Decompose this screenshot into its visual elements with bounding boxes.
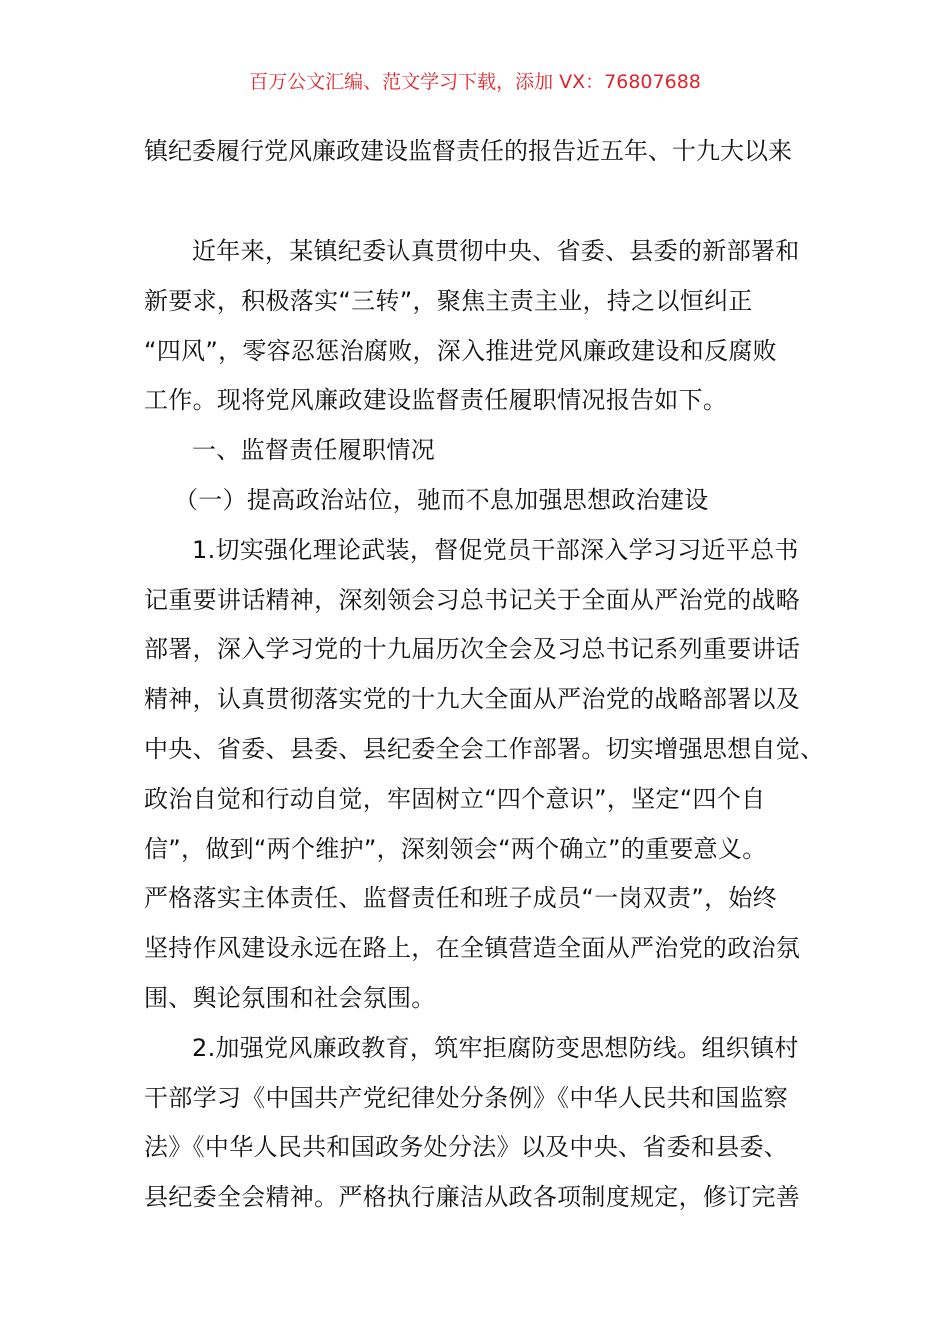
text-line: 法》《中华人民共和国政务处分法》以及中央、省委和县委、 (144, 1133, 789, 1162)
text-line: 严格落实主体责任、监督责任和班子成员“一岗双责”，始终 (144, 884, 777, 913)
text-line: 新要求，积极落实“三转”，聚焦主责主业，持之以恒纠正 (144, 286, 753, 315)
document-title: 镇纪委履行党风廉政建设监督责任的报告近五年、十九大以来 (144, 137, 792, 165)
section-heading: 一、监督责任履职情况 (192, 436, 435, 465)
text-line: 坚持作风建设永远在路上，在全镇营造全面从严治党的政治氛 (144, 934, 801, 963)
text-line: 部署，深入学习党的十九届历次全会及习总书记系列重要讲话 (144, 635, 801, 664)
text-line: 县纪委全会精神。严格执行廉洁从政各项制度规定，修订完善 (144, 1183, 801, 1212)
subsection-heading: （一）提高政治站位，驰而不息加强思想政治建设 (174, 485, 709, 514)
watermark-header: 百万公文汇编、范文学习下载，添加 VX：76807688 (249, 71, 701, 93)
text-line: 信”，做到“两个维护”，深刻领会“两个确立”的重要意义。 (144, 834, 767, 863)
text-line: 政治自觉和行动自觉，牢固树立“四个意识”，坚定“四个自 (144, 784, 766, 813)
text-line: 1.切实强化理论武装，督促党员干部深入学习习近平总书 (192, 535, 799, 564)
text-line: 干部学习《中国共产党纪律处分条例》《中华人民共和国监察 (144, 1083, 789, 1112)
text-line: 记重要讲话精神，深刻领会习总书记关于全面从严治党的战略 (144, 585, 801, 614)
text-line: 工作。现将党风廉政建设监督责任履职情况报告如下。 (144, 386, 728, 415)
text-line: 近年来，某镇纪委认真贯彻中央、省委、县委的新部署和 (192, 237, 800, 265)
text-line: 2.加强党风廉政教育，筑牢拒腐防变思想防线。组织镇村 (192, 1033, 799, 1062)
text-line: 精神，认真贯彻落实党的十九大全面从严治党的战略部署以及 (144, 685, 801, 714)
text-line: 中央、省委、县委、县纪委全会工作部署。切实增强思想自觉、 (144, 734, 825, 763)
text-line: “四风”，零容忍惩治腐败，深入推进党风廉政建设和反腐败 (144, 336, 777, 365)
text-line: 围、舆论氛围和社会氛围。 (144, 983, 436, 1012)
document-body (144, 234, 824, 1230)
